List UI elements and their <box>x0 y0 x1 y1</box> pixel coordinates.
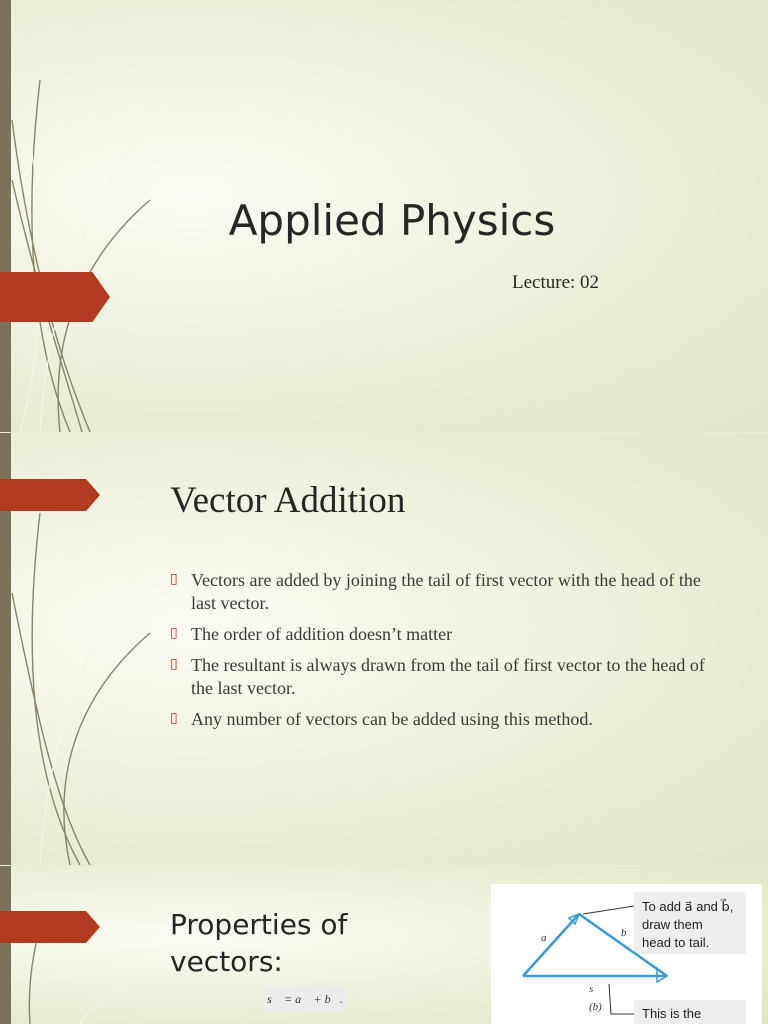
bottom-leader-line <box>609 984 636 1014</box>
accent-tab <box>0 911 100 943</box>
label-s: s⃗ <box>589 983 602 995</box>
bullet-item: ▯ The resultant is always drawn from the tail of first vector to the head of the last vector. <box>170 655 705 698</box>
bullet-item: ▯ The order of addition doesn’t matter <box>170 624 453 644</box>
equation-image: s⃗ = a⃗ + b⃗. <box>264 986 346 1012</box>
note-line-2: draw them <box>642 917 703 932</box>
accent-tab <box>0 272 110 322</box>
slide-subtitle: Lecture: 02 <box>512 272 600 293</box>
bullet-marker-icon: ▯ <box>170 625 178 641</box>
figure-part-label: (b) <box>589 1001 602 1013</box>
bullet-marker-icon: ▯ <box>170 710 178 726</box>
note-line-3: head to tail. <box>642 935 710 950</box>
vector-triangle-diagram <box>491 884 762 1024</box>
slide-3 <box>0 866 768 1024</box>
bullet-item: ▯ Any number of vectors can be added using this method. <box>170 709 593 729</box>
note-line-1: To add a⃗ and b⃗, <box>642 899 734 914</box>
slide-2 <box>0 433 768 865</box>
bullet-item: ▯ Vectors are added by joining the tail of first vector with the head of the last vector. <box>170 570 701 613</box>
note-leader-line <box>583 906 634 914</box>
slide-title: Properties of vectors: <box>170 908 348 978</box>
bullet-list <box>170 569 720 739</box>
bullet-marker-icon: ▯ <box>170 571 178 587</box>
label-a: a⃗ <box>541 932 556 944</box>
bottom-note: This is the <box>642 1006 702 1021</box>
slide-title: Vector Addition <box>170 480 406 521</box>
vector-a <box>523 914 579 976</box>
accent-tab <box>0 479 100 511</box>
vector-addition-figure <box>491 884 762 1024</box>
bullet-marker-icon: ▯ <box>170 656 178 672</box>
slide-1 <box>0 0 768 432</box>
slide-title: Applied Physics <box>228 196 556 245</box>
label-b: b⃗ <box>621 927 636 939</box>
